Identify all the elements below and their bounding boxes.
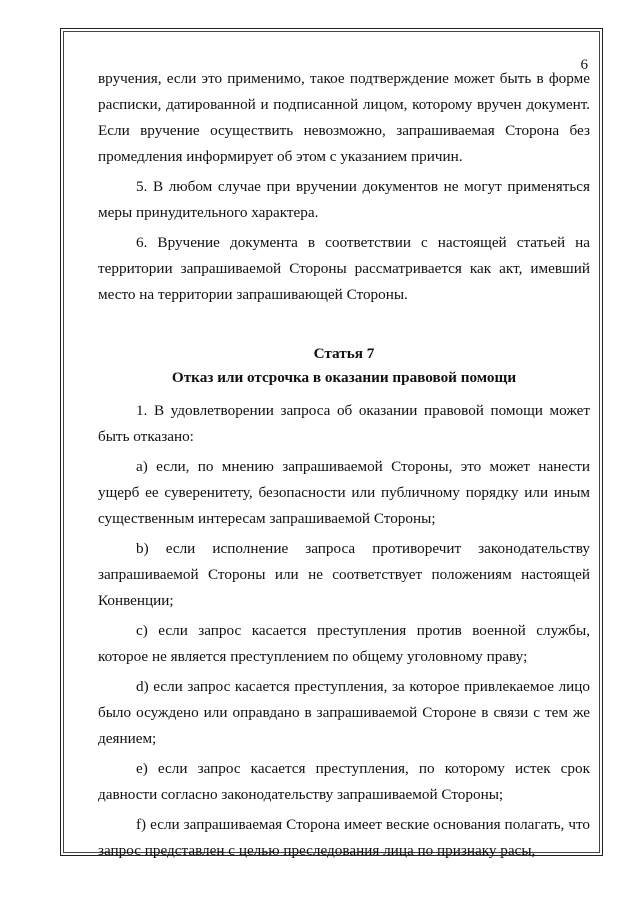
paragraph-continuation: вручения, если это применимо, такое подтверждение может быть в форме расписки, датированной и подписанной лицом, которому вручен документ. Если вручение осуществить невозможно, запрашиваемая Сторона без промедления информирует об этом с указанием причин. bbox=[98, 70, 590, 165]
paragraph-subitem-e: e) если запрос касается преступления, по которому истек срок давности согласно законодательству запрашиваемой Стороны; bbox=[98, 760, 590, 803]
paragraph-subitem-d: d) если запрос касается преступления, за которое привлекаемое лицо было осуждено или оправдано в запрашиваемой Стороне в связи с тем же деянием; bbox=[98, 678, 590, 747]
paragraph-subitem-f: f) если запрашиваемая Сторона имеет веские основания полагать, что запрос представлен с целью преследования лица по признаку расы, bbox=[98, 816, 590, 859]
paragraph-item-6: 6. Вручение документа в соответствии с настоящей статьей на территории запрашиваемой Стороны рассматривается как акт, имевший место на территории запрашивающей Стороны. bbox=[98, 234, 590, 303]
body-text bbox=[98, 52, 590, 864]
article-number: Статья 7 bbox=[313, 345, 375, 362]
paragraph-item-5: 5. В любом случае при вручении документов не могут применяться меры принудительного характера. bbox=[98, 178, 590, 221]
paragraph-subitem-c: c) если запрос касается преступления против военной службы, которое не является преступлением по общему уголовному праву; bbox=[98, 622, 590, 665]
article-title: Отказ или отсрочка в оказании правовой помощи bbox=[171, 369, 517, 386]
paragraph-subitem-a: a) если, по мнению запрашиваемой Стороны, это может нанести ущерб ее суверенитету, безопасности или публичному порядку или иным существенным интересам запрашиваемой Стороны; bbox=[98, 458, 590, 527]
paragraph-subitem-b: b) если исполнение запроса противоречит законодательству запрашиваемой Стороны или не соответствует положениям настоящей Конвенции; bbox=[98, 540, 590, 609]
article-heading bbox=[98, 342, 590, 390]
document-content bbox=[98, 52, 590, 864]
page-number: 6 bbox=[580, 57, 588, 73]
paragraph-item-1: 1. В удовлетворении запроса об оказании правовой помощи может быть отказано: bbox=[98, 402, 590, 445]
